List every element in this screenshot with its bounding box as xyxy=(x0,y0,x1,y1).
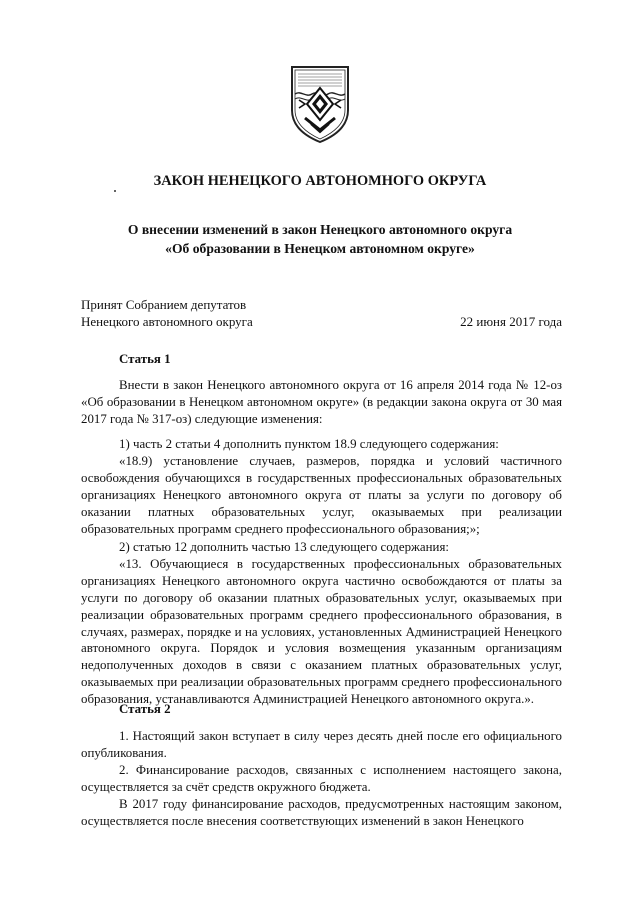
article-2-paragraph-2: 2. Финансирование расходов, связанных с исполнением настоящего закона, осуществляется за счёт средств окружного бюджета. xyxy=(81,762,562,794)
article-2-body xyxy=(81,728,562,829)
item-2-text: «13. Обучающиеся в государственных профессиональных образовательных организациях Ненецкого автономного округа частично освобождаются от платы за услуги по договору об оказании платных образовательных услуг, оказываемых при реализации образовательных программ среднего профессионального образования, в случаях, размерах, порядке и на условиях, установленных Администрацией Ненецкого автономного округа. Порядок и условия возмещения указанным организациям недополученных доходов в связи с оказанием платных образовательных услуг, оказываемых при реализации образовательных программ среднего профессионального образования, устанавливаются Администрацией Ненецкого автономного округа.». xyxy=(81,556,562,707)
item-2-lead: 2) статью 12 дополнить частью 13 следующего содержания: xyxy=(119,540,449,554)
article-1-item-2 xyxy=(81,539,562,708)
scan-dot xyxy=(114,190,116,192)
document-subtitle xyxy=(0,220,640,258)
article-1-intro-block xyxy=(81,377,562,428)
subtitle-line-2: «Об образовании в Ненецком автономном округе» xyxy=(165,241,475,256)
article-1-item-1 xyxy=(81,436,562,537)
article-2-paragraph-3: В 2017 году финансирование расходов, предусмотренных настоящим законом, осуществляется после внесения соответствующих изменений в закон Ненецкого xyxy=(81,796,562,828)
item-1-lead: 1) часть 2 статьи 4 дополнить пунктом 18.9 следующего содержания: xyxy=(119,437,499,451)
article-2-heading: Статья 2 xyxy=(119,702,171,716)
article-1-intro: Внести в закон Ненецкого автономного округа от 16 апреля 2014 года № 12-оз «Об образовании в Ненецком автономном округе» (в редакции закона округа от 30 мая 2017 года № 317-оз) следующие изменения: xyxy=(81,378,562,426)
subtitle-line-1: О внесении изменений в закон Ненецкого автономного округа xyxy=(127,222,513,237)
adopted-by-line-2: Ненецкого автономного округа xyxy=(81,314,253,329)
adoption-block xyxy=(81,296,253,330)
adoption-date: 22 июня 2017 года xyxy=(460,314,562,329)
article-2-heading-block xyxy=(81,701,562,718)
article-1-heading: Статья 1 xyxy=(119,352,171,366)
adopted-by-line-1: Принят Собранием депутатов xyxy=(81,297,247,312)
coat-of-arms-icon xyxy=(289,64,351,144)
document-title: ЗАКОН НЕНЕЦКОГО АВТОНОМНОГО ОКРУГА xyxy=(153,173,487,189)
item-1-text: «18.9) установление случаев, размеров, порядка и условий частичного освобождения обучающихся в государственных профессиональных образовательных организациях Ненецкого автономного округа от платы за услуги по договору об оказании платных образовательных услуг, оказываемых при реализации образовательных программ среднего профессионального образования;»; xyxy=(81,453,562,536)
article-2-paragraph-1: 1. Настоящий закон вступает в силу через десять дней после его официального опубликования. xyxy=(81,729,562,760)
article-1-heading-block xyxy=(81,351,562,368)
